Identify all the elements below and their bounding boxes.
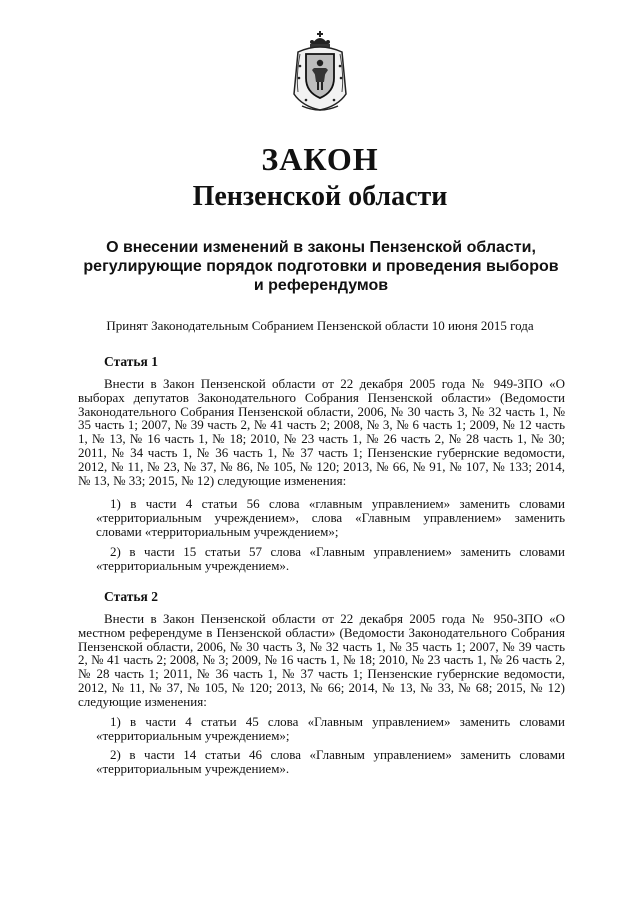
law-subject: О внесении изменений в законы Пензенской области, регулирующие порядок подготовки и проведения выборов и референдумов — [83, 239, 559, 294]
document-title: ЗАКОН — [261, 141, 379, 177]
coat-of-arms-icon — [288, 30, 352, 114]
article-item: 2) в части 15 статьи 57 слова «Главным управлением» заменить словами «территориальным учреждением». — [96, 544, 565, 573]
article-paragraph: Внести в Закон Пензенской области от 22 декабря 2005 года № 949-ЗПО «О выборах депутатов Законодательного Собрания Пензенской области» (Ведомости Законодательного Собрания Пензенской области, 2006, № 30 часть 3, № 32 часть 1, № 35 часть 1; 2007, № 39 часть 2, № 41 часть 2; 2008, № 3, № 6 часть 1; 2009, № 12 часть 1, № 13, № 16 часть 1, № 18; 2010, № 23 часть 1, № 26 часть 2, № 28 часть 1, № 30; 2011, № 34 часть 1, № 36 часть 1, № 37 часть 1; Пензенские губернские ведомости, 2012, № 11, № 23, № 37, № 86, № 105, № 120; 2013, № 66, № 91, № 107, № 133; 2014, № 13, № 33; 2015, № 12) следующие изменения: — [78, 376, 565, 488]
article-heading: Статья 1 — [104, 354, 158, 369]
article-paragraph: Внести в Закон Пензенской области от 22 декабря 2005 года № 950-ЗПО «О местном референдуме в Пензенской области» (Ведомости Законодательного Собрания Пензенской области, 2006, № 30 часть 3, № 32 часть 1, № 35 часть 1; 2007, № 39 часть 2, № 41 часть 2; 2008, № 3; 2009, № 16 часть 1, № 18; 2010, № 23 часть 1, № 26 часть 2, № 28 часть 1; 2011, № 36 часть 1, № 37 часть 1; Пензенские губернские ведомости, 2012, № 11, № 37, № 105, № 120; 2013, № 66; 2014, № 13, № 33, № 68; 2015, № 12) следующие изменения: — [78, 611, 565, 709]
article-item: 1) в части 4 статьи 56 слова «главным управлением» заменить словами «территориальным учреждением», слова «Главным управлением» заменить словами «территориальным учреждением»; — [96, 496, 565, 539]
adoption-note: Принят Законодательным Собранием Пензенской области 10 июня 2015 года — [106, 318, 534, 333]
article-item: 1) в части 4 статьи 45 слова «Главным управлением» заменить словами «территориальным учреждением»; — [96, 714, 565, 743]
document-subtitle: Пензенской области — [192, 181, 448, 212]
article-heading: Статья 2 — [104, 589, 158, 604]
article-item: 2) в части 14 статьи 46 слова «Главным управлением» заменить словами «территориальным учреждением». — [96, 747, 565, 776]
